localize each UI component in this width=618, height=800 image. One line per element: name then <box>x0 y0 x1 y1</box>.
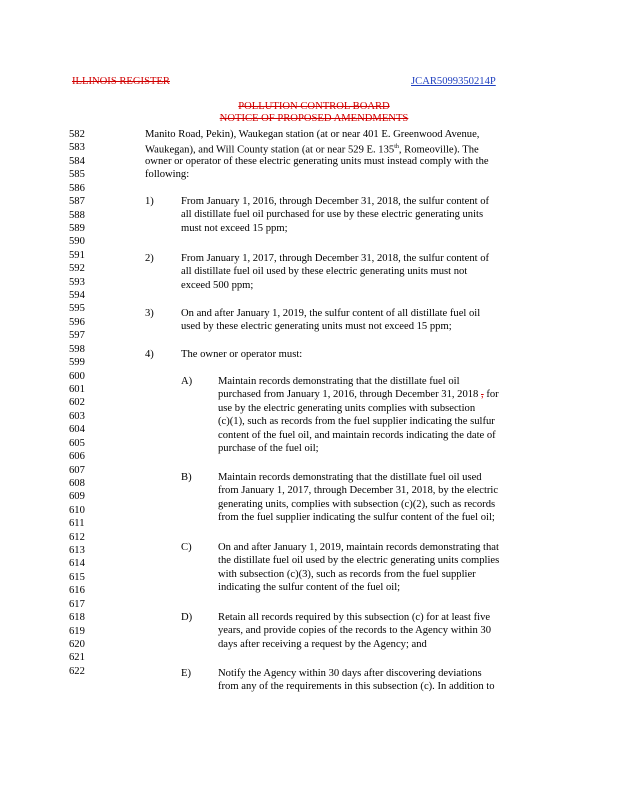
item-line: used by these electric generating units must not exceed 15 ppm; <box>181 321 452 333</box>
line-number: 620 <box>69 638 85 650</box>
line-number: 604 <box>69 424 85 436</box>
item-line: all distillate fuel oil purchased for use by these electric generating units <box>181 209 484 221</box>
line-number: 597 <box>69 330 85 342</box>
line-number: 596 <box>69 316 85 328</box>
item-line: From January 1, 2017, through December 31, 2018, the sulfur content of <box>181 253 490 264</box>
notice-title: NOTICE OF PROPOSED AMENDMENTS <box>219 113 409 124</box>
subitem-line: purchase of the fuel oil; <box>218 443 319 454</box>
line-number: 600 <box>69 370 85 382</box>
board-title: POLLUTION CONTROL BOARD <box>238 101 390 112</box>
item-line: exceed 500 ppm; <box>181 279 254 291</box>
line-number: 601 <box>69 383 85 395</box>
line-number: 616 <box>69 585 85 597</box>
item-number: 2) <box>145 253 154 264</box>
line-number: 587 <box>69 196 85 208</box>
line-number: 607 <box>69 464 85 476</box>
line-number: 611 <box>69 518 85 530</box>
subitem-line: the distillate fuel oil used by the electric generating units complies <box>218 555 500 567</box>
line-number: 592 <box>69 263 85 275</box>
line-number: 586 <box>69 182 85 194</box>
item-line: On and after January 1, 2019, the sulfur content of all distillate fuel oil <box>181 308 481 319</box>
subitem-line: indicating the sulfur content of the fuel oil; <box>218 582 401 594</box>
line-number: 621 <box>69 652 85 664</box>
register-header: ILLINOIS REGISTER <box>72 76 170 87</box>
subitem-line: purchased from January 1, 2016, through December 31, 2018 , for <box>218 389 499 401</box>
subitem-line: with subsection (c)(3), such as records from the fuel supplier <box>218 568 476 580</box>
line-number: 582 <box>69 129 85 140</box>
subitem-line: Maintain records demonstrating that the distillate fuel oil used <box>218 472 482 483</box>
intro-line: owner or operator of these electric generating units must instead comply with the <box>145 155 489 167</box>
subitem-line: On and after January 1, 2019, maintain records demonstrating that <box>218 542 499 553</box>
intro-line: Waukegan), and Will County station (at or near 529 E. 135th, Romeoville). The <box>145 144 479 156</box>
line-number: 615 <box>69 571 85 583</box>
line-number: 606 <box>69 451 85 463</box>
line-number: 603 <box>69 410 85 422</box>
line-number: 608 <box>69 477 85 489</box>
subitem-line: from the fuel supplier indicating the sulfur content of the fuel oil; <box>218 512 495 524</box>
subitem-line: years, and provide copies of the records to the Agency within 30 <box>218 625 492 637</box>
subitem-line: (c)(1), such as records from the fuel supplier indicating the sulfur <box>218 416 495 428</box>
item-line: must not exceed 15 ppm; <box>181 222 288 234</box>
line-number: 617 <box>69 598 85 610</box>
subitem-line: from any of the requirements in this subsection (c). In addition to <box>218 681 495 693</box>
line-number: 614 <box>69 558 85 570</box>
line-number: 613 <box>69 545 85 557</box>
line-number: 602 <box>69 397 85 409</box>
subitem-letter: D) <box>181 612 193 623</box>
line-number: 619 <box>69 625 85 637</box>
line-number: 590 <box>69 236 85 248</box>
item-number: 3) <box>145 308 154 319</box>
intro-line: following: <box>145 169 190 181</box>
item-line: From January 1, 2016, through December 31, 2018, the sulfur content of <box>181 196 490 207</box>
line-number: 588 <box>69 209 85 221</box>
line-number: 622 <box>69 665 85 677</box>
line-number: 598 <box>69 343 85 355</box>
subitem-letter: E) <box>181 668 191 679</box>
subitem-line: generating units, complies with subsection (c)(2), such as records <box>218 498 496 510</box>
line-number: 589 <box>69 222 85 234</box>
line-number: 610 <box>69 504 85 516</box>
subitem-line: Notify the Agency within 30 days after discovering deviations <box>218 668 482 679</box>
line-number: 599 <box>69 357 85 369</box>
subitem-line: Maintain records demonstrating that the distillate fuel oil <box>218 376 460 387</box>
line-number: 584 <box>69 155 85 167</box>
intro-line: Manito Road, Pekin), Waukegan station (at or near 401 E. Greenwood Avenue, <box>145 129 480 140</box>
subitem-letter: B) <box>181 472 192 483</box>
line-number: 612 <box>69 531 85 543</box>
line-number: 609 <box>69 491 85 503</box>
subitem-line: from January 1, 2017, through December 31, 2018, by the electric <box>218 485 499 497</box>
subitem-line: content of the fuel oil, and maintain records indicating the date of <box>218 429 496 441</box>
line-number: 591 <box>69 249 85 261</box>
line-number: 585 <box>69 169 85 181</box>
line-number: 618 <box>69 612 85 624</box>
item-number: 4) <box>145 349 154 360</box>
line-number: 594 <box>69 290 85 302</box>
subitem-letter: C) <box>181 542 192 553</box>
document-code-link[interactable]: JCAR5099350214P <box>411 76 496 87</box>
subitem-line: days after receiving a request by the Agency; and <box>218 638 427 650</box>
subitem-letter: A) <box>181 376 193 387</box>
subitem-line: use by the electric generating units complies with subsection <box>218 402 476 414</box>
item-line: The owner or operator must: <box>181 349 303 360</box>
item-line: all distillate fuel oil used by these electric generating units must not <box>181 266 468 278</box>
line-number: 595 <box>69 303 85 315</box>
line-number: 605 <box>69 437 85 449</box>
line-number: 583 <box>69 142 85 154</box>
line-number: 593 <box>69 276 85 288</box>
item-number: 1) <box>145 196 154 207</box>
subitem-line: Retain all records required by this subsection (c) for at least five <box>218 612 491 623</box>
